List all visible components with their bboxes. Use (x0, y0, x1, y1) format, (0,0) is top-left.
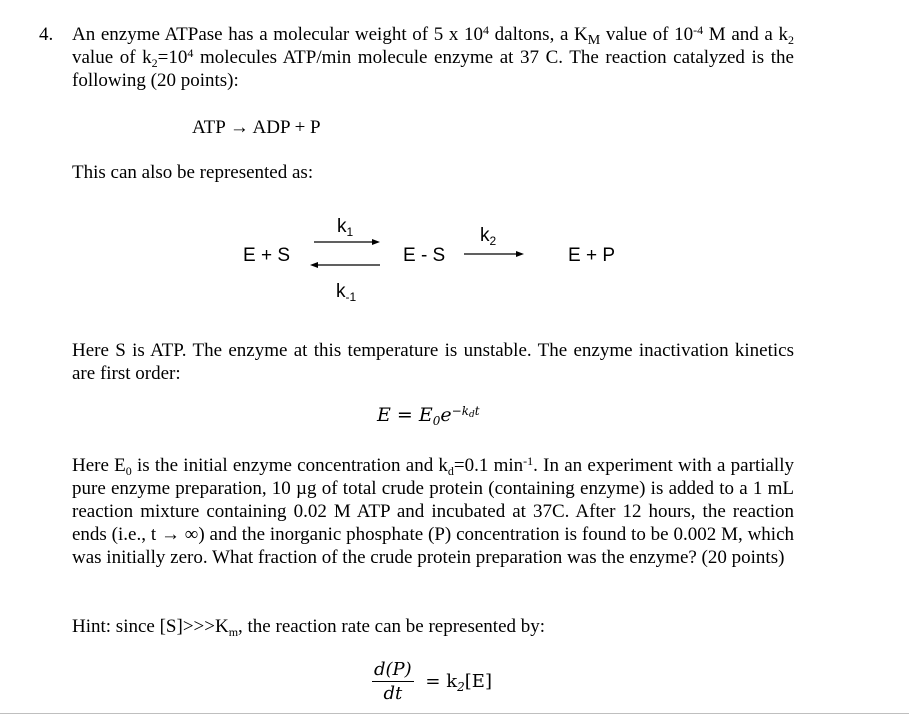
reverse-arrow-k-minus1 (310, 262, 380, 268)
scheme-arrows (300, 232, 540, 272)
question-intro: An enzyme ATPase has a molecular weight of 5 x $10^4$ daltons, a $K_M$ value of $10^{-4}$ M and a $k_2$ value of $k_2=10^4$ molecules ATP/min molecule enzyme at 37 C. The reaction catalyzed is the following (20 points): (72, 23, 794, 91)
scheme-middle: E - S (403, 245, 446, 266)
question-number: 4. (39, 24, 54, 45)
scheme-right: E + P (568, 245, 615, 266)
rate-numerator: d(P) (374, 659, 412, 680)
inactivation-text: Here S is ATP. The enzyme at this temperature is unstable. The enzyme inactivation kinetics are first order: (72, 340, 794, 384)
inactivation-equation: $E = E_0e^{-k_dt}$ (377, 404, 480, 428)
scheme-left: E + S (243, 245, 290, 266)
k2-label: $k_2$ (480, 225, 497, 248)
rate-rhs: = $k_2[E]$ (425, 671, 492, 694)
page-bottom-divider (0, 713, 909, 714)
experiment-text: Here $E_0$ is the initial enzyme concentration and $k_d=0.1$ $\min^{-1}$. In an experiment with a partially pure enzyme preparation, 10 µg of total crude protein (containing enzyme) is added to a 1 mL reaction mixture containing 0.02 M ATP and incubated at 37C. After 12 hours, the reaction ends (i.e., t → ∞) and the inorganic phosphate (P) concentration is found to be 0.002 M, which was initially zero. What fraction of the crude protein preparation was the enzyme? (20 points) (72, 454, 794, 568)
k-minus1-label: $k_{-1}$ (336, 281, 357, 304)
reaction-equation: ATP → ADP + P (192, 117, 321, 138)
also-represented-text: This can also be represented as: (72, 162, 314, 183)
forward-arrow-k1 (314, 239, 380, 245)
forward-arrow-k2 (464, 251, 524, 257)
hint-text: Hint: since $[S]>>>K_m$, the reaction rate can be represented by: (72, 616, 546, 639)
k1-label: $k_1$ (337, 216, 354, 239)
rate-equation (372, 658, 492, 705)
rate-denominator: dt (383, 683, 403, 704)
